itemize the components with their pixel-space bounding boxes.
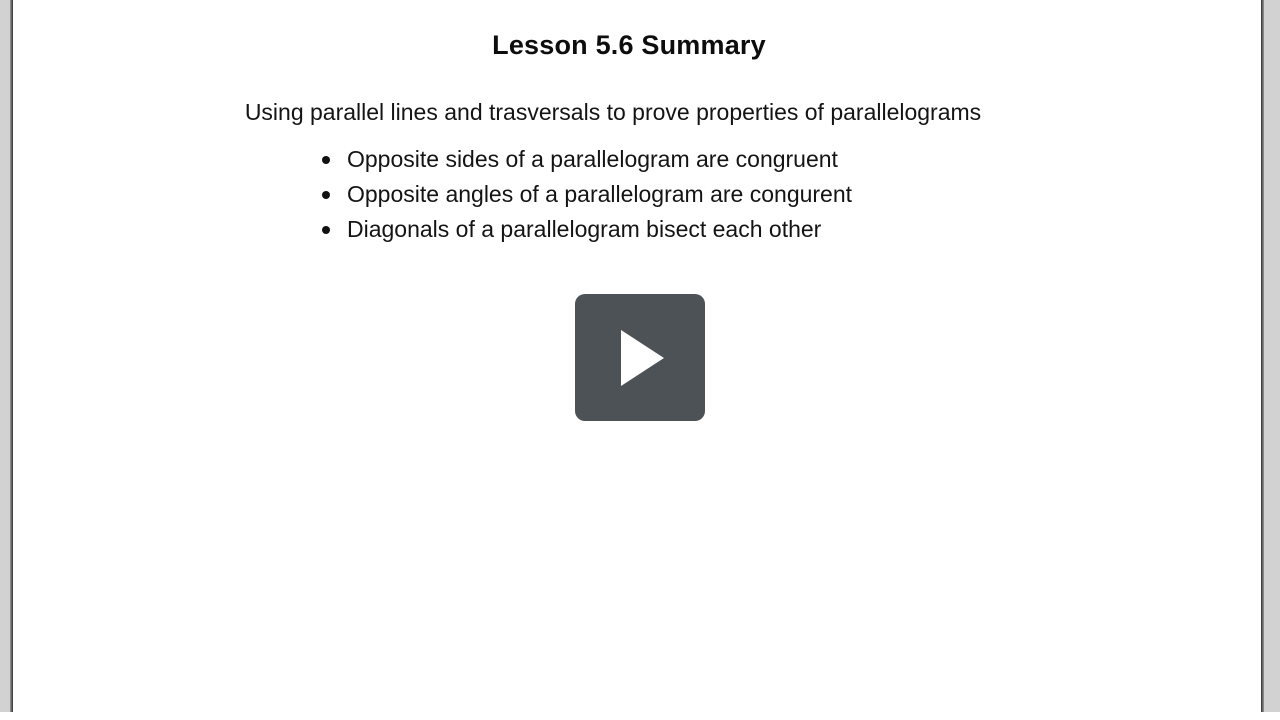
list-item-text: Opposite angles of a parallelogram are congurent (347, 181, 853, 207)
summary-list (322, 142, 852, 247)
bullet-icon (322, 156, 330, 164)
list-item-text: Diagonals of a parallelogram bisect each other (347, 216, 822, 242)
play-icon (621, 330, 664, 386)
right-margin-strip (1264, 0, 1280, 712)
list-item (322, 142, 852, 177)
page-title: Lesson 5.6 Summary (492, 30, 766, 61)
bullet-icon (322, 226, 330, 234)
list-item (322, 212, 852, 247)
lesson-subtitle: Using parallel lines and trasversals to prove properties of parallelograms (244, 99, 982, 125)
video-play-button[interactable] (575, 294, 705, 421)
list-item-text: Opposite sides of a parallelogram are congruent (347, 146, 838, 172)
list-item (322, 177, 852, 212)
left-margin-strip (0, 0, 10, 712)
bullet-icon (322, 191, 330, 199)
